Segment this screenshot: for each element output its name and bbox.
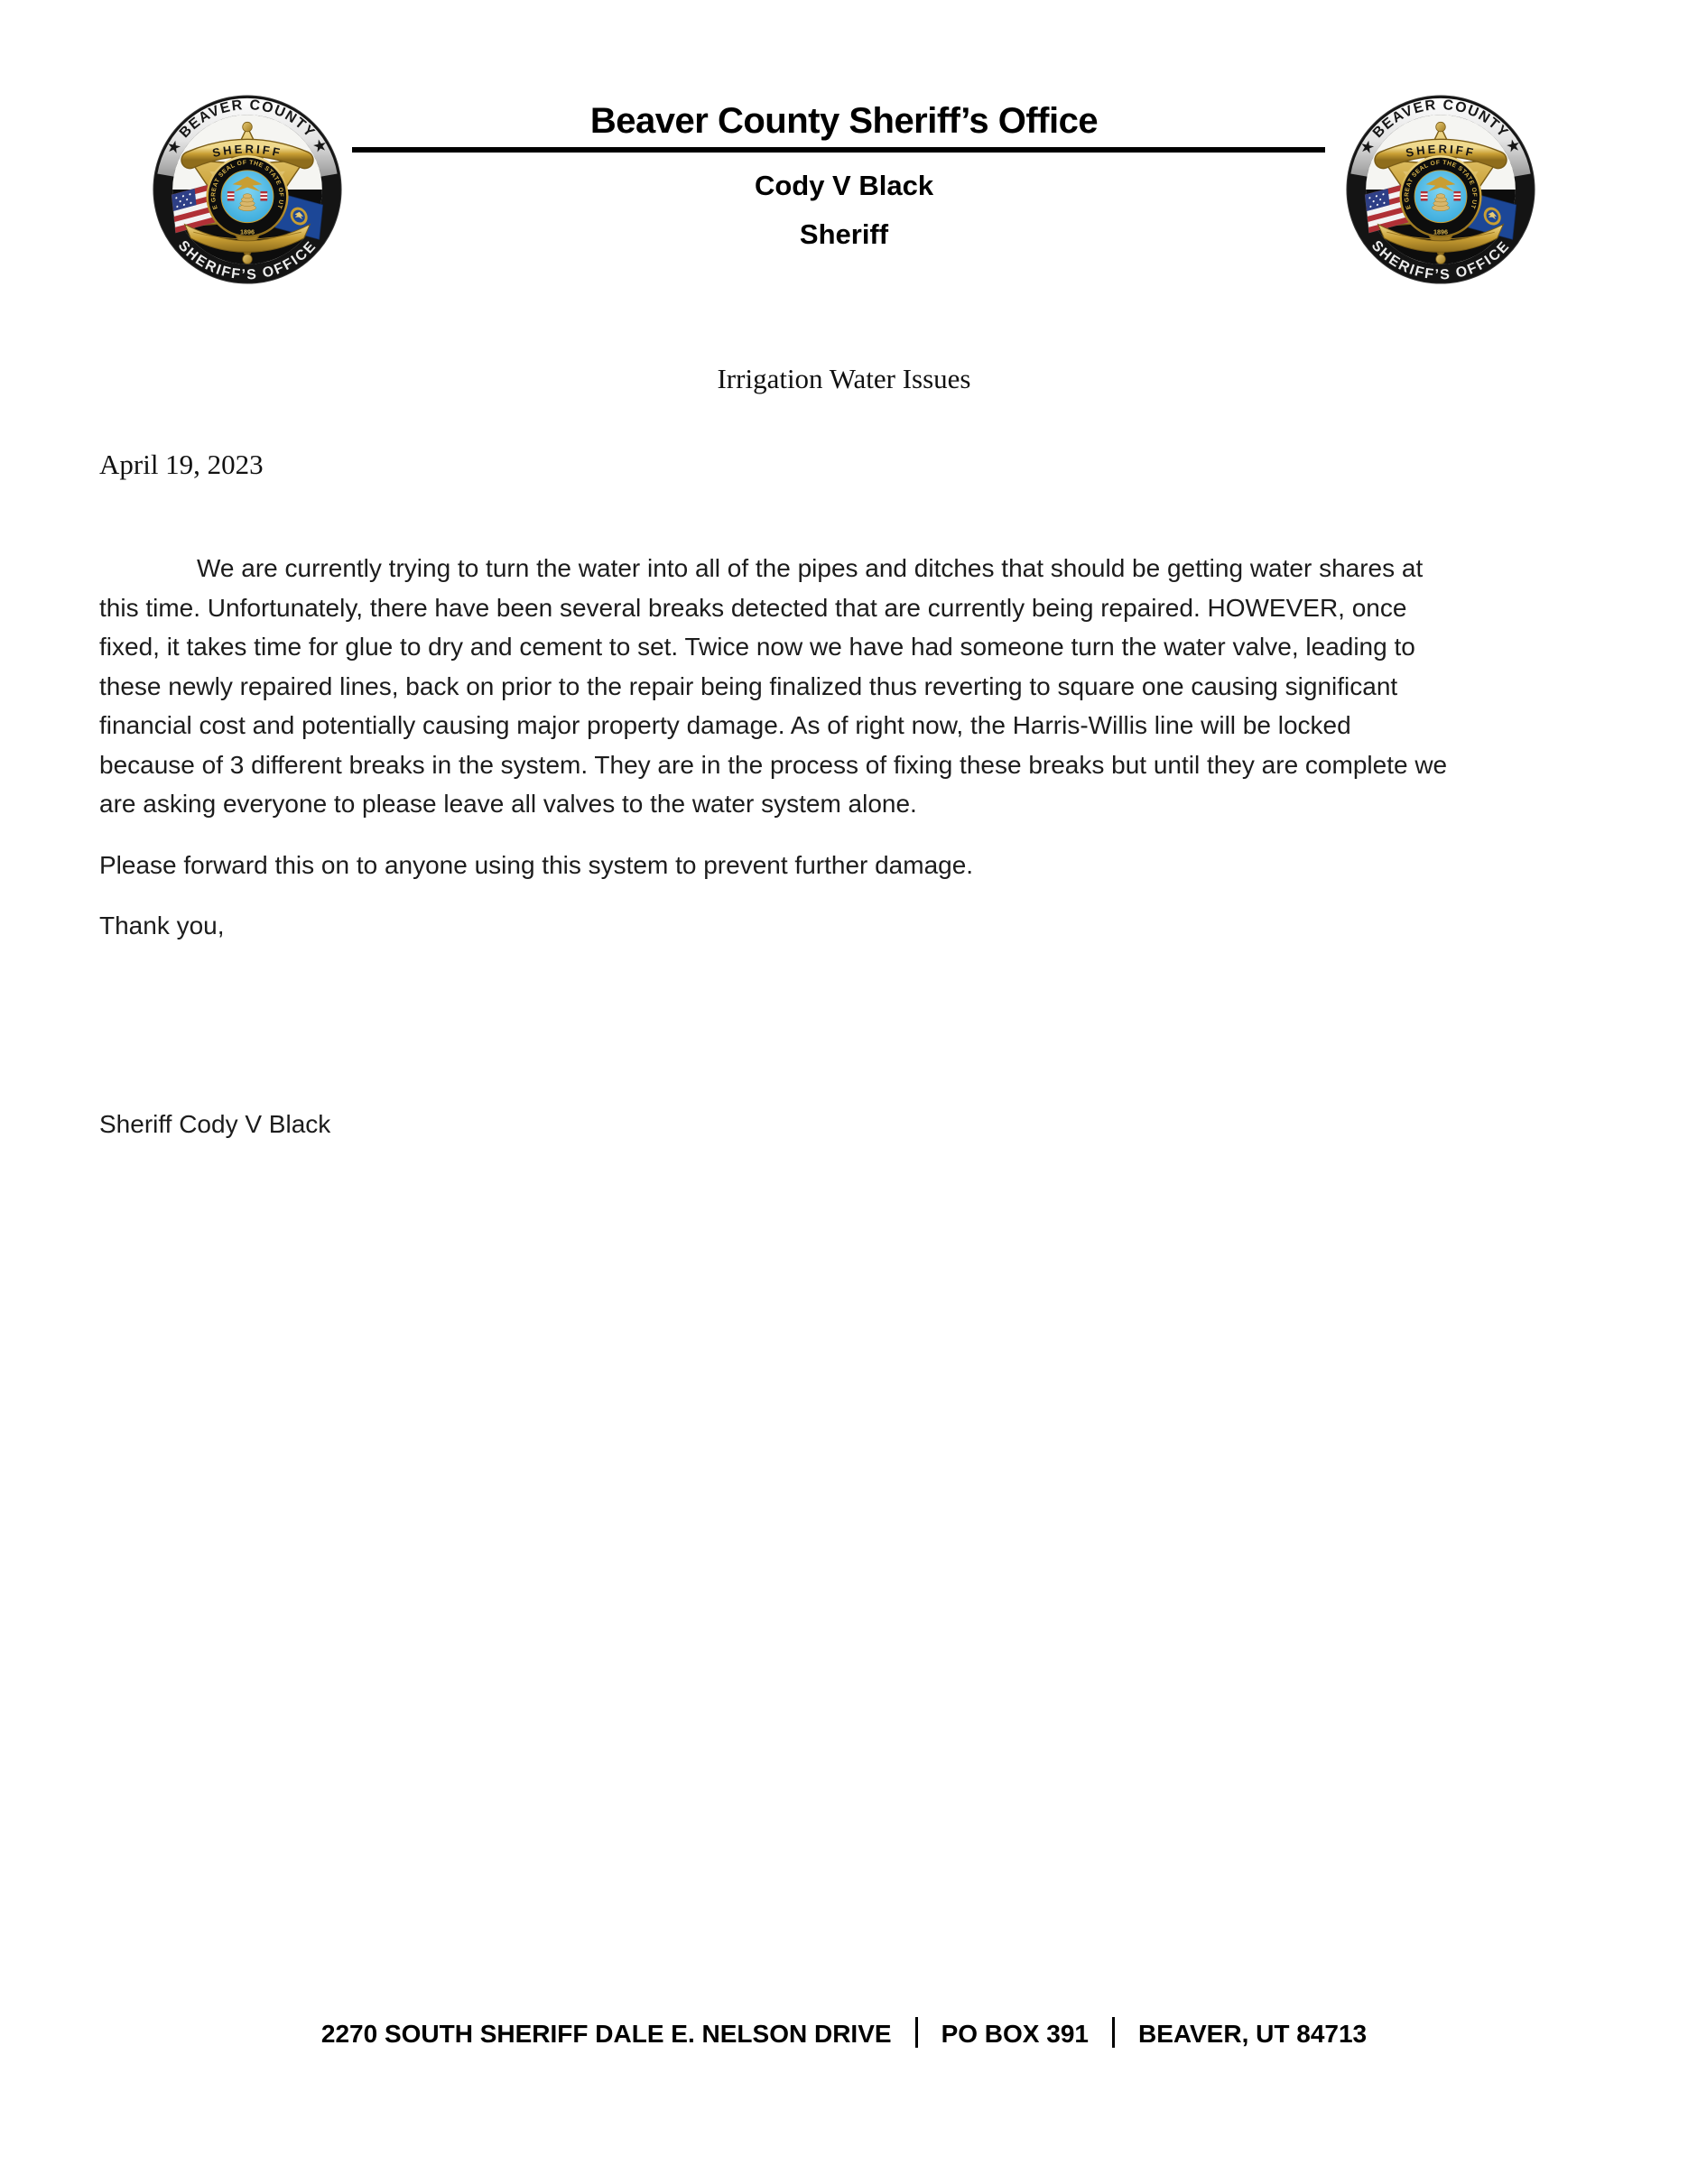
letter-subject: Irrigation Water Issues xyxy=(717,363,971,394)
office-name: Beaver County Sheriff’s Office xyxy=(589,101,1099,141)
letter-paragraph-forward xyxy=(99,846,1607,885)
letter-text-line: financial cost and potentially causing major property damage. As of right now, the Harris-Willis line will be locked xyxy=(99,711,1351,739)
letter-text-line: Thank you, xyxy=(99,912,225,939)
footer-separator xyxy=(1112,2017,1115,2048)
letter-paragraph-thanks xyxy=(99,906,1607,946)
letter-paragraph-main xyxy=(99,549,1607,824)
letter-text-line: are asking everyone to please leave all valves to the water system alone. xyxy=(99,790,917,818)
footer-street: 2270 SOUTH SHERIFF DALE E. NELSON DRIVE xyxy=(320,2020,892,2048)
footer-separator xyxy=(915,2017,918,2048)
header-divider xyxy=(352,147,1325,153)
letter-text-line: because of 3 different breaks in the system. They are in the process of fixing these breaks but until they are complete we xyxy=(99,750,1448,779)
footer-address-bar xyxy=(0,2016,1688,2052)
letter-text-line: Please forward this on to anyone using this system to prevent further damage. xyxy=(99,850,974,879)
signature-name: Sheriff Cody V Black xyxy=(99,1109,331,1138)
sheriff-rank: Sheriff xyxy=(799,218,889,250)
letter-date: April 19, 2023 xyxy=(99,449,264,480)
letter-text-line: this time. Unfortunately, there have been several breaks detected that are currently being repaired. HOWEVER, once xyxy=(99,593,1407,622)
letter-body xyxy=(99,549,1607,1165)
sheriff-name: Cody V Black xyxy=(754,170,934,201)
letter-text-line: We are currently trying to turn the water into all of the pipes and ditches that should be getting water shares at xyxy=(197,554,1424,582)
footer-po-box: PO BOX 391 xyxy=(941,2020,1089,2048)
letter-text-line: these newly repaired lines, back on prior to the repair being finalized thus reverting to square one causing significant xyxy=(99,671,1398,700)
letter-text-line: fixed, it takes time for glue to dry and cement to set. Twice now we have had someone turn the water valve, leading to xyxy=(99,633,1415,661)
footer-city-state-zip: BEAVER, UT 84713 xyxy=(1137,2020,1368,2048)
